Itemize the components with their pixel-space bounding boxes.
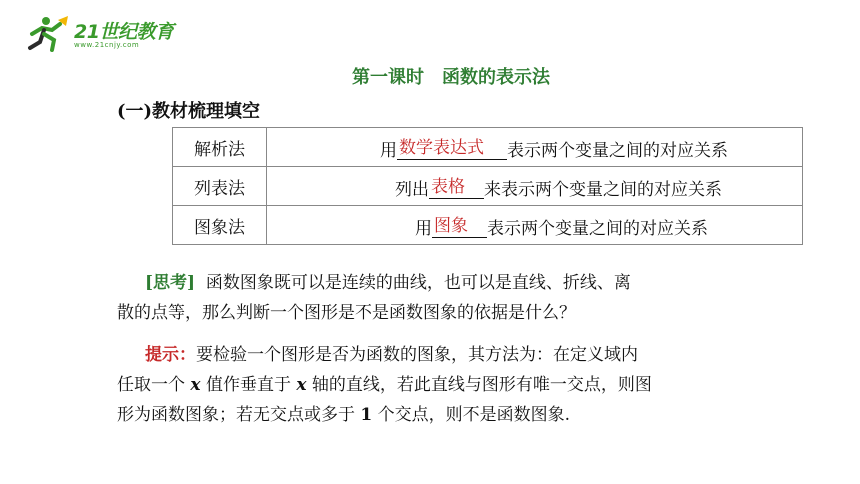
think-line-1 [117,268,797,298]
desc-after: 表示两个变量之间的对应关系 [487,218,708,239]
hint-text-3b: 个交点，则不是函数图象. [377,405,571,425]
hint-line-3 [117,400,797,430]
method-description [267,206,803,245]
answer-text: 表格 [431,176,465,197]
desc-after: 来表示两个变量之间的对应关系 [484,179,722,200]
method-name: 列表法 [173,167,267,206]
hint-line-1 [117,340,797,370]
answer-blank [432,212,487,234]
var-x: x [190,375,201,395]
var-x: x [296,375,307,395]
hint-text-2b: 值作垂直于 [205,375,291,395]
hint-label: 提示： [145,345,196,365]
hint-text-3a: 形为函数图象；若无交点或多于 [117,405,355,425]
methods-table [172,127,803,245]
method-description [267,128,803,167]
method-name: 图象法 [173,206,267,245]
table-row [173,128,803,167]
hint-line-2 [117,370,797,400]
table-row [173,167,803,206]
method-description [267,167,803,206]
hint-text-2a: 任取一个 [117,375,185,395]
think-text-1: 函数图象既可以是连续的曲线，也可以是直线、折线、离 [205,273,631,293]
logo-url: www.21cnjy.com [74,41,140,49]
think-line-2: 散的点等，那么判断一个图形是不是函数图象的依据是什么？ [117,303,576,323]
section-heading: (一)教材梳理填空 [117,101,261,122]
page-title: 第一课时 函数的表示法 [352,67,550,88]
desc-after: 表示两个变量之间的对应关系 [507,140,728,161]
logo [24,14,184,52]
hint-text-2c: 轴的直线，若此直线与图形有唯一交点，则图 [311,375,652,395]
think-label: [思考] [145,273,196,293]
method-name: 解析法 [173,128,267,167]
runner-icon [24,14,72,52]
number-one: 1 [360,405,373,425]
desc-before: 列出 [395,179,429,200]
think-paragraph [117,268,797,328]
answer-blank [429,173,484,195]
answer-text: 数学表达式 [399,137,484,158]
desc-before: 用 [415,218,432,239]
answer-blank [397,134,507,156]
hint-paragraph [117,340,797,430]
logo-brand: 21世纪教育 [74,21,174,43]
hint-text-1: 要检验一个图形是否为函数的图象，其方法为：在定义域内 [196,345,638,365]
desc-before: 用 [380,140,397,161]
answer-text: 图象 [434,215,468,236]
table-row [173,206,803,245]
